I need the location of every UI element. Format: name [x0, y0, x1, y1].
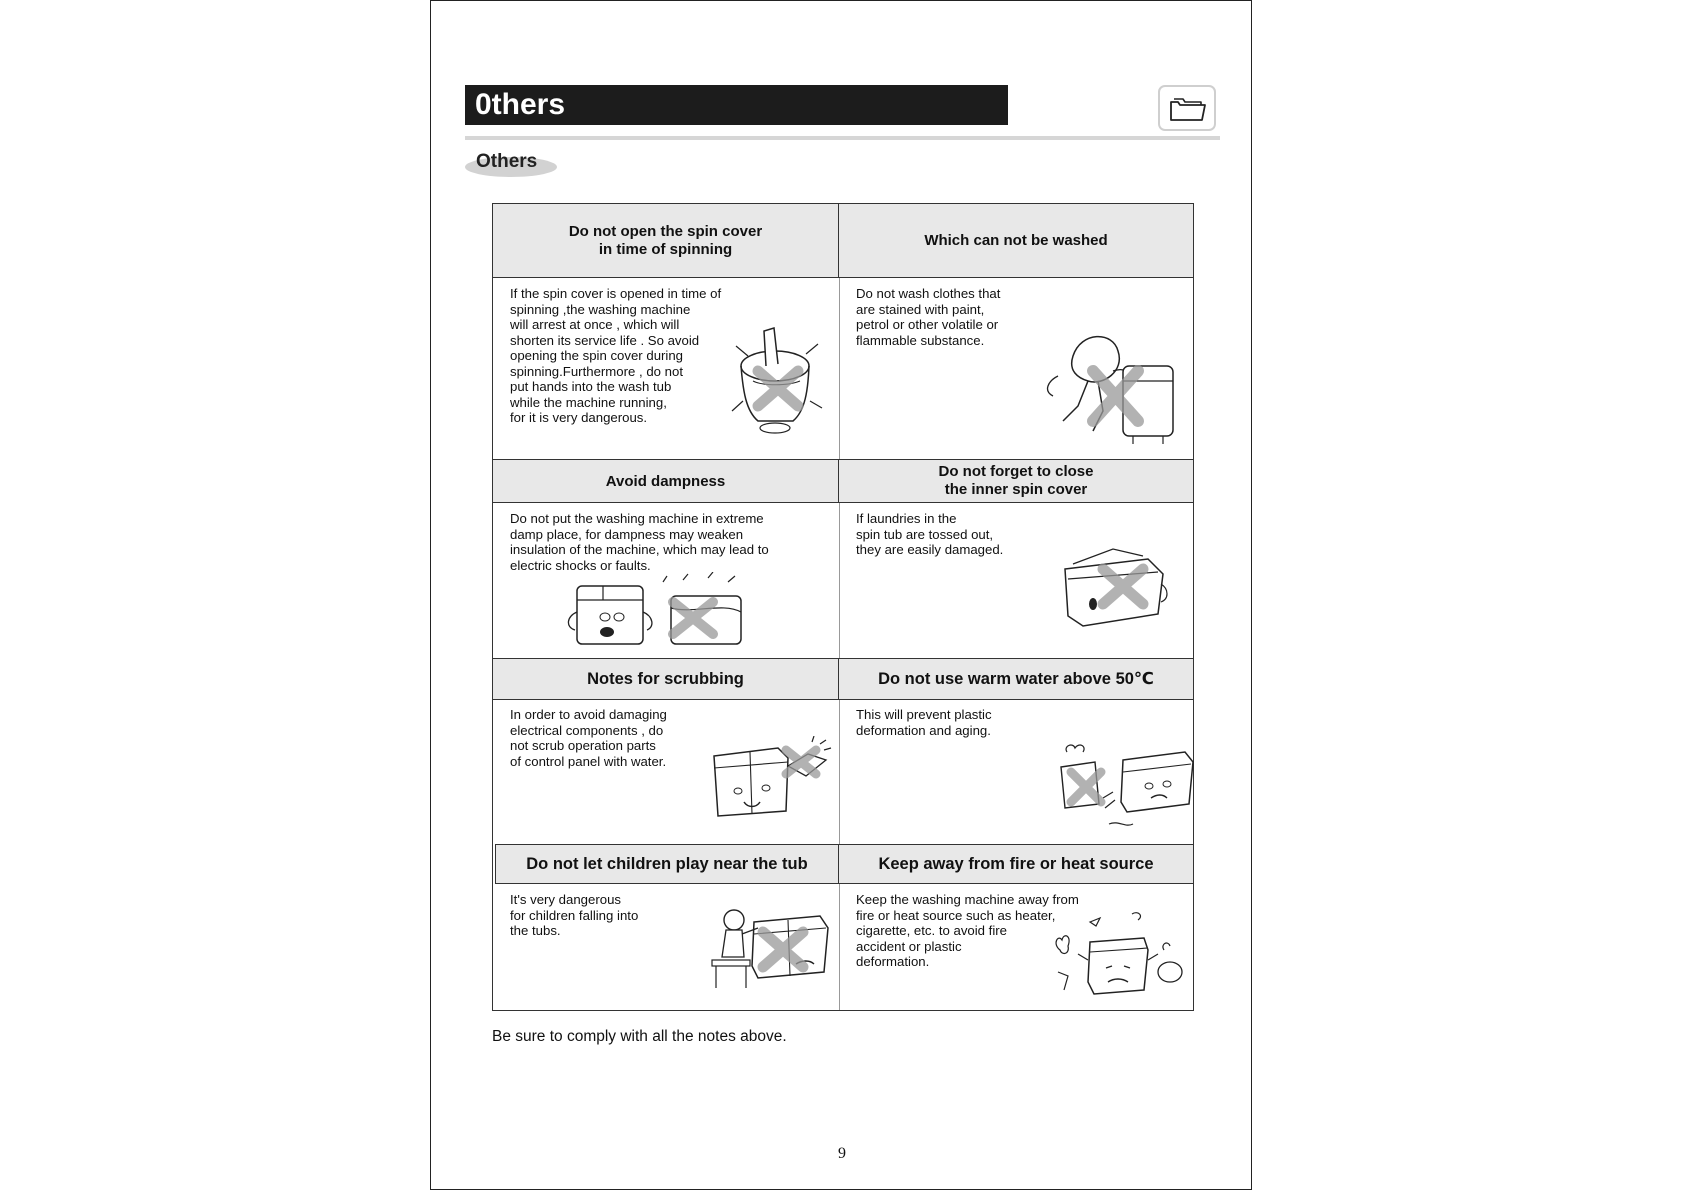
manual-page: [430, 0, 1252, 1190]
note-heading-warm-water: Do not use warm water above 50℃: [839, 658, 1193, 700]
section-subtitle: [465, 149, 561, 179]
note-text-children: It's very dangerous for children falling into the tubs.: [510, 892, 639, 938]
note-text-warm-water: This will prevent plastic deformation and aging.: [856, 707, 992, 738]
note-heading-inner-cover: Do not forget to close the inner spin cover: [839, 459, 1193, 503]
note-heading-spin-cover: Do not open the spin cover in time of spinning: [493, 204, 839, 278]
note-text-scrubbing: In order to avoid damaging electrical components , do not scrub operation parts of control panel with water.: [510, 707, 667, 769]
section-icon-box: [1158, 85, 1216, 131]
title-divider: [465, 136, 1220, 140]
folder-icon: [1168, 94, 1208, 124]
note-text-spin-cover: If the spin cover is opened in time of spinning ,the washing machine will arrest at once , which will shorten its service life . So avoid opening the spin cover during spinning.Furthermore , do not put hands into the wash tub while the machine running, for it is very dangerous.: [510, 286, 722, 425]
damp-machine-illustration: [563, 572, 758, 652]
note-heading-children: Do not let children play near the tub: [495, 844, 839, 884]
subtitle-text: Others: [476, 151, 538, 172]
note-heading-cannot-wash: Which can not be washed: [839, 204, 1193, 278]
scrubbing-illustration: [708, 736, 833, 821]
open-spin-cover-illustration: [1053, 544, 1173, 634]
stained-clothes-illustration: [1033, 326, 1183, 451]
hot-water-illustration: [1053, 742, 1203, 832]
notes-table: [492, 203, 1194, 1011]
note-heading-fire: Keep away from fire or heat source: [839, 844, 1193, 884]
compliance-note: Be sure to comply with all the notes above.: [492, 1028, 787, 1045]
note-text-fire: Keep the washing machine away from fire or heat source such as heater, cigarette, etc. to avoid fire accident or plastic deformation.: [856, 892, 1079, 969]
note-text-inner-cover: If laundries in the spin tub are tossed out, they are easily damaged.: [856, 511, 1004, 557]
note-heading-dampness: Avoid dampness: [493, 459, 839, 503]
fire-heat-illustration: [1048, 910, 1188, 1000]
hand-in-spin-tub-illustration: [728, 326, 828, 438]
note-text-dampness: Do not put the washing machine in extreme damp place, for dampness may weaken insulation of the machine, which may lead to electric shocks or faults.: [510, 511, 769, 573]
note-text-cannot-wash: Do not wash clothes that are stained with paint, petrol or other volatile or flammable substance.: [856, 286, 1001, 348]
column-divider: [839, 204, 840, 1010]
note-heading-scrubbing: Notes for scrubbing: [493, 658, 839, 700]
page-number: 9: [838, 1145, 846, 1162]
child-near-tub-illustration: [708, 902, 833, 997]
page-title: 0thers: [465, 85, 1008, 125]
